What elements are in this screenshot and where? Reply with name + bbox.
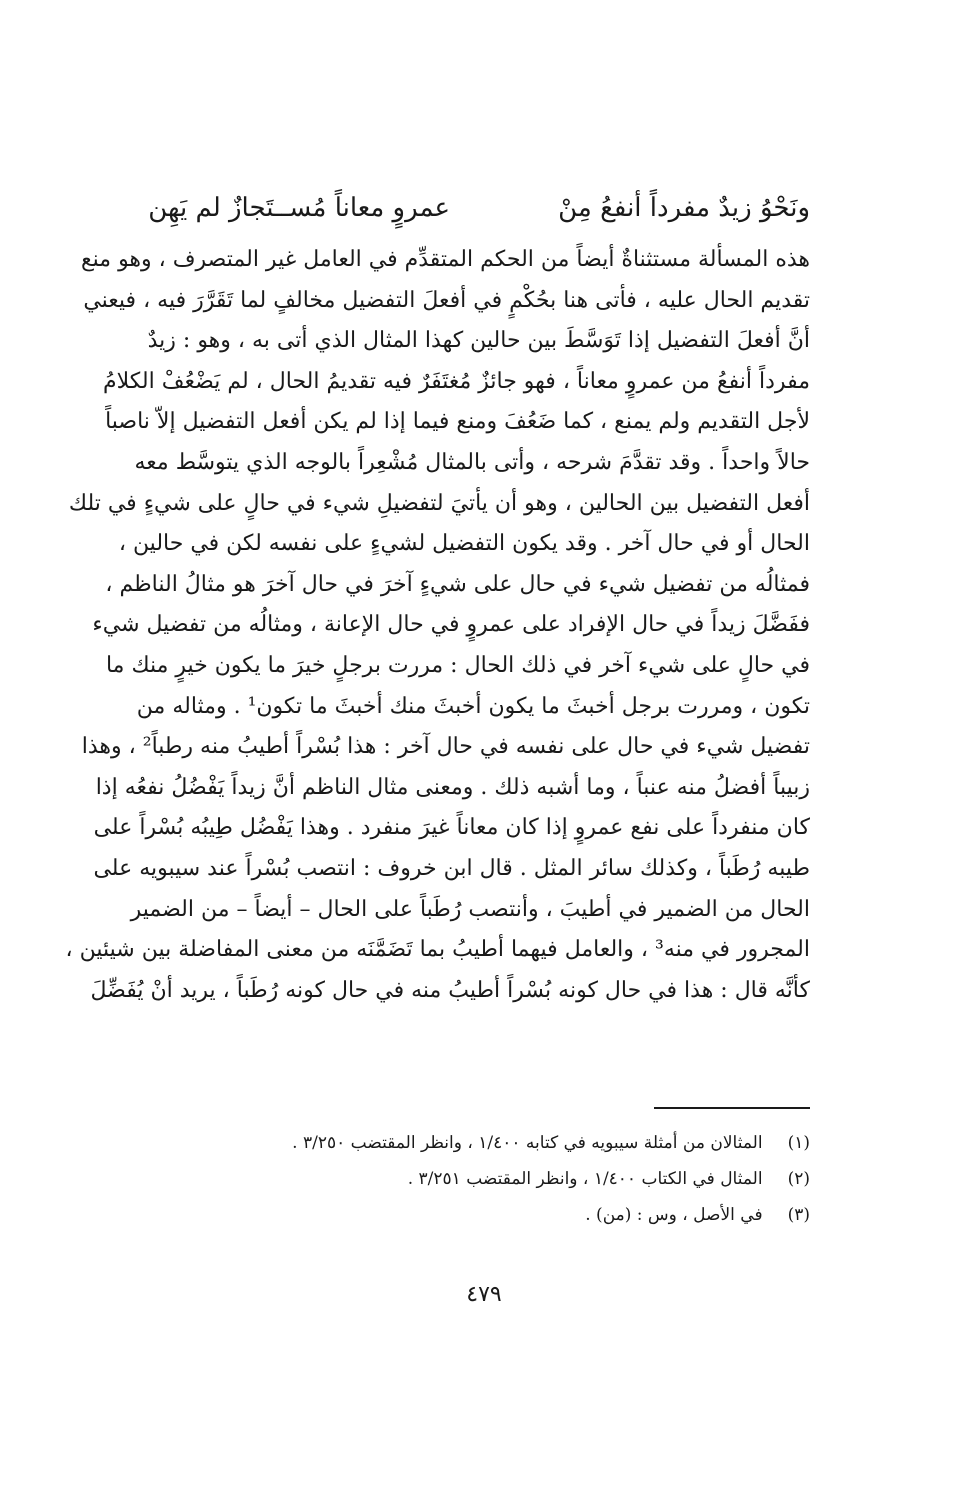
text-line: تقديم الحال عليه ، فأتى هنا بحُكْمٍ في أفعلَ التفضيل مخالفٍ لما تَقَرَّرَ فيه ، فيعني — [83, 287, 810, 313]
text-line: كان منفرداً على نفع عمروٍ إذا كان معاناً غيرَ منفرد . وهذا يَفْضُل طِيبُه بُسْراً على — [93, 815, 810, 841]
footnote-text: المثالان من أمثلة سيبويه في كتابه ١/٤٠٠ ، وانظر المقتضب ٣/٢٥٠ . — [292, 1133, 763, 1153]
verse-hemistich-first: ونَحْوُ زيدٌ مفرداً أنفعُ مِنْ — [558, 193, 810, 223]
text-line: حالاً واحداً . وقد تقدَّمَ شرحه ، وأتى بالمثال مُشْعِراً بالوجه الذي يتوسَّط معه — [134, 449, 810, 475]
footnote-number: (٢) — [787, 1169, 810, 1189]
text-line: طيبه رُطَباً ، وكذلك سائر المثل . قال ابن خروف : انتصب بُسْراً عند سيبويه على — [93, 855, 810, 881]
footnote-item — [160, 1161, 810, 1197]
footnotes — [160, 1125, 810, 1233]
text-line: أفعل التفضيل بين الحالين ، وهو أن يأتيَ لتفضيلِ شيء في حالٍ على شيءٍ في تلك — [68, 490, 810, 516]
text-line: تفضيل شيء في حال على نفسه في حال آخر : هذا بُسْراً أطيبُ منه رطباً² ، وهذا — [81, 734, 810, 760]
text-line: المجرور في منه³ ، والعامل فيهما أطيبُ بما تَضَمَّنَه من معنى المفاضلة بين شيئين ، — [65, 937, 810, 963]
text-line: ففَضَّلَ زيداً في حال الإفراد على عمروٍ في حال الإعانة ، ومثالُه من تفضيل شيء — [92, 612, 810, 638]
verse-hemistich-second: عمروٍ معاناً مُســتَجازٌ لم يَهِن — [148, 193, 450, 223]
text-line: فمثالُه من تفضيل شيء في حال على شيءٍ آخرَ في حال آخرَ هو مثالُ الناظم ، — [105, 571, 810, 597]
text-line: الحال أو في حال آخر . وقد يكون التفضيل لشيءٍ على نفسه لكن في حالين ، — [118, 531, 810, 557]
text-line: كأنَّه قال : هذا في حال كونه بُسْراً أطيبُ منه في حال كونه رُطَباً ، يريد أنْ يُفَضِّلَ — [90, 977, 810, 1003]
footnote-text: المثال في الكتاب ١/٤٠٠ ، وانظر المقتضب ٣/٢٥١ . — [407, 1169, 763, 1189]
text-line: أنَّ أفعلَ التفضيل إذا تَوَسَّطَ بين حالين كهذا المثال الذي أتى به ، وهو : زيدٌ — [147, 328, 810, 354]
footnote-item — [160, 1197, 810, 1233]
footnote-number: (٣) — [787, 1205, 810, 1225]
text-line: هذه المسألة مستثناةٌ أيضاً من الحكم المتقدِّم في العامل غير المتصرف ، وهو منع — [80, 247, 810, 272]
page-number: ٤٧٩ — [466, 1282, 502, 1307]
text-line: الحال من الضمير في أطيبَ ، وأنتصب رُطَباً على الحال – أيضاً – من الضمير — [130, 896, 810, 922]
footnote-text: في الأصل ، وس : (من) . — [585, 1205, 763, 1225]
footnote-separator — [654, 1107, 810, 1109]
footnote-item — [160, 1125, 810, 1161]
text-line: في حالٍ على شيء آخر في ذلك الحال : مررت برجلٍ خيرَ ما يكون خيرٍ منك ما — [105, 652, 810, 678]
text-line: لأجل التقديم ولم يمنع ، كما ضَعُفَ ومنع فيما إذا لم يكن أفعل التفضيل إلاّ ناصباً — [105, 409, 810, 435]
commentary-text — [65, 240, 810, 1011]
text-line: زبيباً أفضلُ منه عنباً ، وما أشبه ذلك . ومعنى مثال الناظم أنَّ زيداً يَفْضُلُ نفعُه إذا — [95, 774, 810, 800]
footnote-number: (١) — [787, 1133, 810, 1153]
text-line: مفرداً أنفعُ من عمروٍ معاناً ، فهو جائزٌ مُغتَفَرٌ فيه تقديمُ الحال ، لم يَضْعُفْ الكلامُ — [103, 368, 810, 394]
text-line: تكون ، ومررت برجل أخبثَ ما يكون أخبثَ منك أخبثَ ما تكون¹ . ومثاله من — [136, 693, 810, 719]
poem-verse — [148, 188, 810, 228]
